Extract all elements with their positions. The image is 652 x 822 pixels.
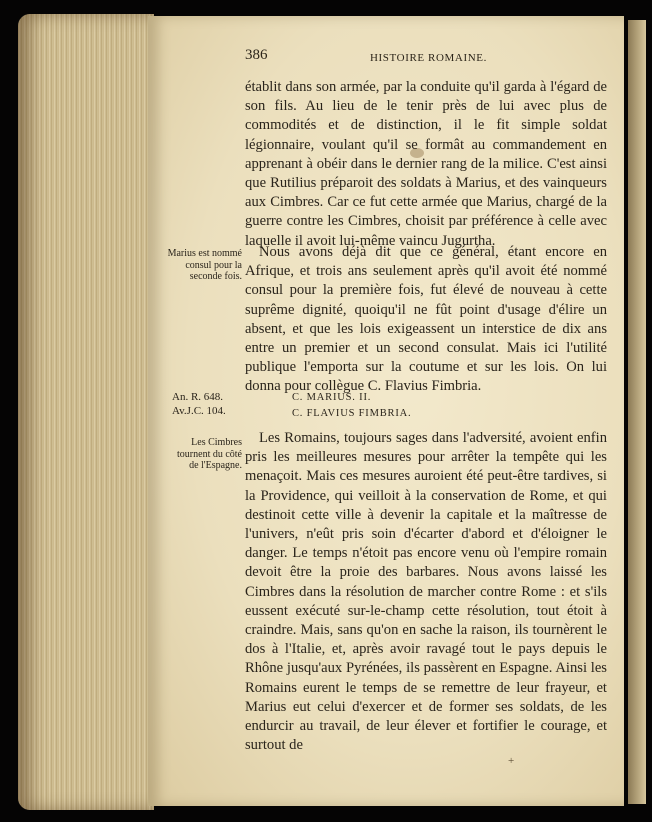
- running-title: HISTOIRE ROMAINE.: [370, 52, 487, 64]
- paragraph-2: Nous avons déjà dit que ce général, étant encore en Afrique, et trois ans seulement après qu'il avoit été nommé consul pour la première fois, fut élevé de nouveau à cette suprême dignité, quoiqu'il ne fût point d'usage d'élire un absent, et que les lois exigeassent un interstice de dix ans entre un premier et un second consulat. Mais ici l'utilité publique l'emporta sur la coutume et sur les lois. On lui donna pour collègue C. Flavius Fimbria.: [245, 244, 607, 395]
- margin-note-cimbres: Les Cimbres tournent du côté de l'Espagne.: [177, 437, 242, 471]
- margin-date-christ: Av.J.C. 104.: [172, 405, 226, 417]
- consul-line-2: C. FLAVIUS FIMBRIA.: [292, 408, 412, 419]
- consul-line-1: C. MARIUS. II.: [292, 392, 372, 403]
- paragraph-1: établit dans son armée, par la conduite qu'il garda à l'égard de son fils. Au lieu de le tenir près de lui avec plus de commodités et de distinction, il le fit simple soldat légionnaire, voulant qu'il se formât au commandement en apprenant à obéir dans le dernier rang de la milice. C'est ainsi que Rutilius préparoit des soldats à Marius, et des vainqueurs aux Cimbres. Car ce fut cette armée que Marius, chargé de la guerre contre les Cimbres, choisit par préférence à celle avec laquelle il avoit lui-même vaincu Jugurtha.: [245, 79, 607, 249]
- paragraph-3: Les Romains, toujours sages dans l'adversité, avoient enfin pris les meilleures mesures pour arrêter la tempête qui les menaçoit. Mais ces mesures auroient été peut-être tardives, si la Providence, qui veilloit à la conservation de Rome, et qui destinoit cette ville à devenir la capitale et la maîtresse de l'univers, n'eût pris soin d'écarter d'abord et d'éloigner le danger. Le temps n'étoit pas encore venu où l'empire romain devoit être la proie des barbares. Nous avons laissé les Cimbres dans la résolution de marcher contre Rome : et s'ils eussent exécuté sur-le-champ cette résolution, tout étoit à craindre. Mais, sans qu'on en sache la raison, ils tournèrent le dos à l'Italie, et, après avoir ravagé tout le pays depuis le Rhône jusqu'aux Pyrénées, ils passèrent en Espagne. Ainsi les Romains eurent le temps de se remettre de leur frayeur, et Marius eut celui d'exercer et de former ses soldats, de les endurcir au travail, de leur élever et fortifier le courage, et surtout de: [245, 430, 607, 754]
- facing-page-edge: [628, 20, 646, 804]
- margin-date-rome: An. R. 648.: [172, 391, 224, 403]
- book-fore-edge: [18, 14, 154, 810]
- page-number: 386: [245, 47, 268, 63]
- margin-note-marius: Marius est nommé consul pour la seconde fois.: [167, 248, 242, 282]
- catchword-mark: +: [508, 755, 515, 767]
